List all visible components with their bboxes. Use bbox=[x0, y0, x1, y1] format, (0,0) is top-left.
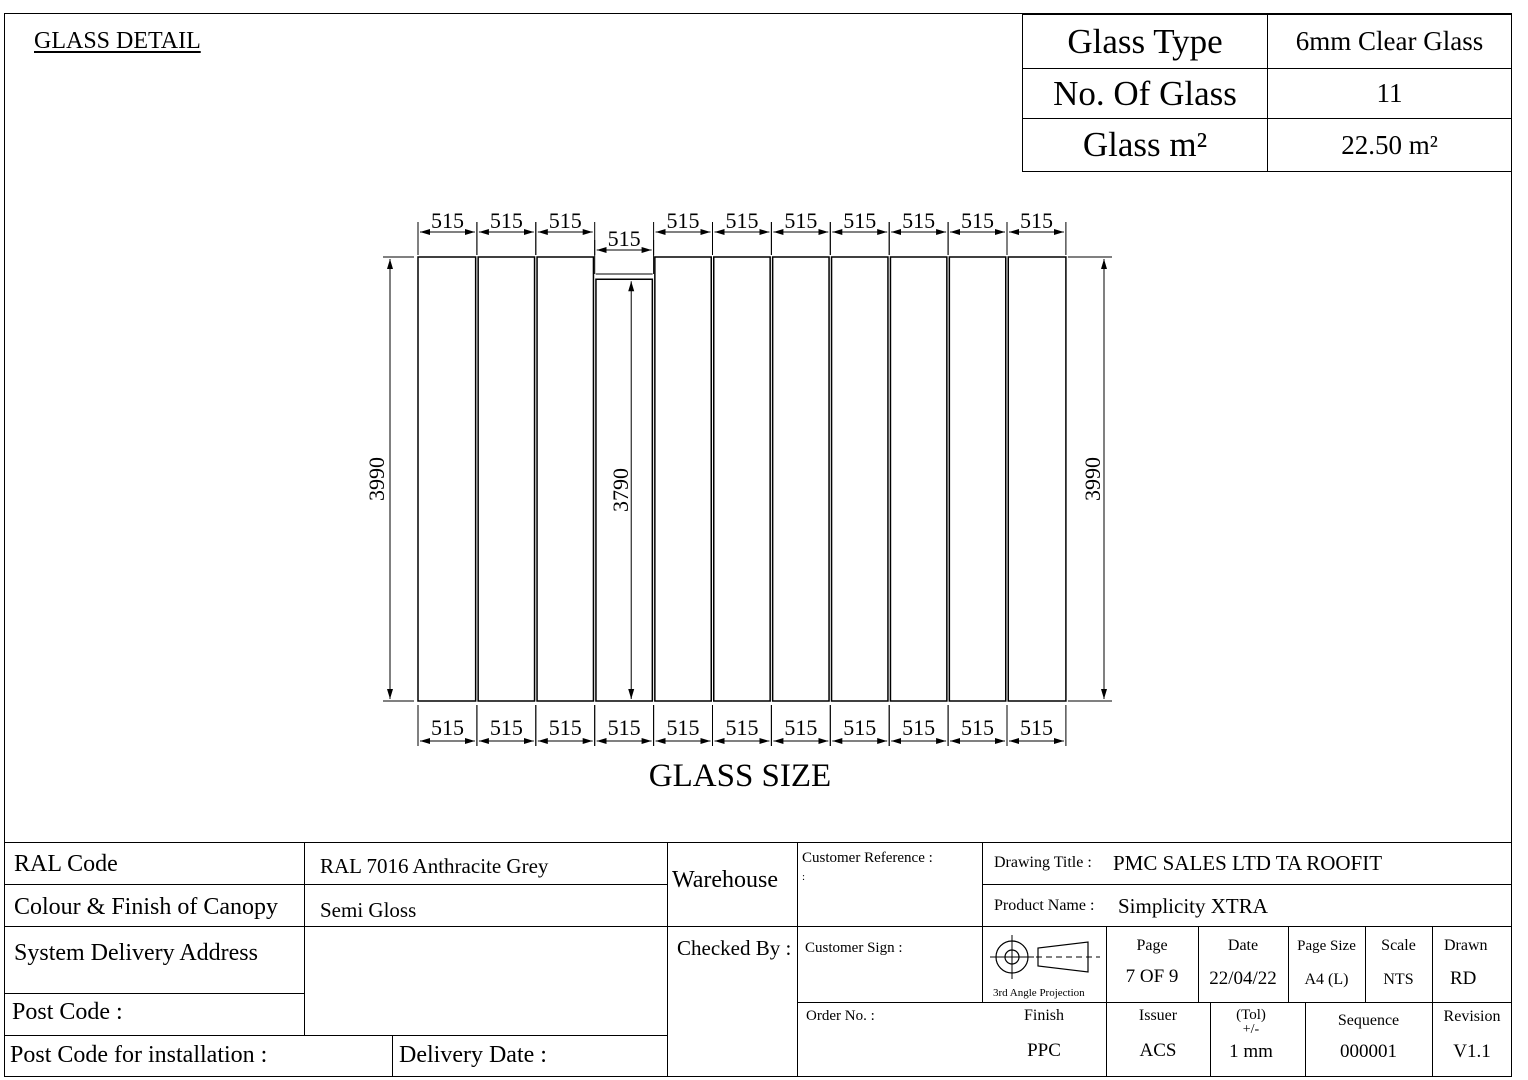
delivery-date-label: Delivery Date : bbox=[399, 1042, 547, 1068]
ral-code-value: RAL 7016 Anthracite Grey bbox=[320, 854, 549, 878]
date-value: 22/04/22 bbox=[1209, 968, 1277, 989]
glass-panel bbox=[832, 257, 888, 701]
row-divider bbox=[4, 1035, 668, 1036]
width-dimension-label: 515 bbox=[430, 208, 464, 233]
width-dimension-label: 515 bbox=[784, 715, 818, 740]
width-dimension-label: 515 bbox=[843, 715, 877, 740]
drawn-value: RD bbox=[1450, 968, 1477, 989]
row-divider bbox=[4, 884, 668, 885]
glass-panel bbox=[418, 257, 476, 701]
col-divider bbox=[304, 842, 305, 1035]
revision-label: Revision bbox=[1443, 1008, 1501, 1025]
width-dimension-label: 515 bbox=[961, 715, 995, 740]
width-dimension-label: 515 bbox=[725, 208, 759, 233]
post-code-installation-label: Post Code for installation : bbox=[10, 1042, 268, 1068]
right-height-label: 3990 bbox=[1080, 457, 1105, 501]
page-value: 7 OF 9 bbox=[1125, 966, 1179, 987]
glass-size-caption: GLASS SIZE bbox=[648, 758, 832, 794]
col-divider bbox=[667, 842, 668, 1077]
page-label: Page bbox=[1136, 937, 1168, 954]
row-divider bbox=[4, 993, 304, 994]
glass-panel bbox=[714, 257, 770, 701]
glass-detail-heading: GLASS DETAIL bbox=[34, 28, 201, 54]
glass-panel bbox=[773, 257, 829, 701]
width-dimension-label: 515 bbox=[607, 715, 641, 740]
warehouse-label: Warehouse bbox=[672, 867, 779, 893]
projection-label: 3rd Angle Projection bbox=[993, 987, 1085, 999]
drawing-title-value: PMC SALES LTD TA ROOFIT bbox=[1113, 851, 1383, 875]
row-divider bbox=[982, 884, 1512, 885]
drawing-title-label: Drawing Title : bbox=[994, 854, 1092, 871]
revision-value: V1.1 bbox=[1453, 1041, 1491, 1062]
date-label: Date bbox=[1227, 937, 1259, 954]
delivery-address-label: System Delivery Address bbox=[14, 940, 258, 966]
width-dimension-label: 515 bbox=[1019, 715, 1053, 740]
col-divider bbox=[797, 842, 798, 1077]
row-divider bbox=[797, 1002, 1512, 1003]
issuer-value: ACS bbox=[1139, 1040, 1177, 1061]
tolerance-label: (Tol) bbox=[1236, 1007, 1266, 1023]
width-dimension-label: 515 bbox=[430, 715, 464, 740]
width-dimension-label: 515 bbox=[666, 208, 700, 233]
drawn-label: Drawn bbox=[1444, 937, 1488, 954]
width-dimension-label: 515 bbox=[784, 208, 818, 233]
left-height-label: 3990 bbox=[364, 457, 389, 501]
page-size-label: Page Size bbox=[1297, 938, 1356, 954]
col-divider bbox=[982, 842, 983, 1002]
width-dimension-label: 515 bbox=[489, 208, 523, 233]
checked-by-label: Checked By : bbox=[677, 936, 792, 960]
colour-finish-label: Colour & Finish of Canopy bbox=[14, 894, 279, 920]
finish-value: PPC bbox=[1027, 1040, 1061, 1061]
glass-area-label: Glass m² bbox=[1023, 119, 1268, 172]
product-name-label: Product Name : bbox=[994, 897, 1095, 914]
order-no-label: Order No. : bbox=[806, 1008, 875, 1024]
colour-finish-value: Semi Gloss bbox=[320, 898, 417, 922]
glass-type-label: Glass Type bbox=[1023, 15, 1268, 69]
customer-sign-label: Customer Sign : bbox=[805, 940, 903, 956]
glass-panel bbox=[1008, 257, 1066, 701]
product-name-value: Simplicity XTRA bbox=[1118, 894, 1268, 918]
sequence-value: 000001 bbox=[1340, 1041, 1397, 1062]
customer-reference-value: : bbox=[802, 871, 806, 883]
tolerance-value: 1 mm bbox=[1229, 1041, 1273, 1062]
glass-panel bbox=[537, 257, 593, 701]
issuer-label: Issuer bbox=[1138, 1007, 1178, 1024]
width-dimension-label: 515 bbox=[607, 226, 641, 251]
width-dimension-label: 515 bbox=[725, 715, 759, 740]
short-height-label: 3790 bbox=[608, 468, 633, 512]
glass-panel bbox=[655, 257, 711, 701]
width-dimension-label: 515 bbox=[548, 208, 582, 233]
customer-reference-label: Customer Reference : bbox=[802, 850, 933, 866]
row-divider bbox=[4, 926, 1512, 927]
third-angle-projection-icon bbox=[988, 932, 1104, 990]
width-dimension-label: 515 bbox=[902, 715, 936, 740]
glass-type-value: 6mm Clear Glass bbox=[1268, 15, 1512, 69]
scale-label: Scale bbox=[1381, 937, 1416, 954]
title-block-top-border bbox=[4, 842, 1512, 843]
glass-panels bbox=[418, 257, 1066, 701]
width-dimension-label: 515 bbox=[902, 208, 936, 233]
dimension-lines bbox=[383, 222, 1112, 746]
scale-value: NTS bbox=[1383, 971, 1414, 988]
glass-area-value: 22.50 m² bbox=[1268, 119, 1512, 172]
glass-panel bbox=[890, 257, 946, 701]
ral-code-label: RAL Code bbox=[14, 851, 118, 877]
sequence-label: Sequence bbox=[1337, 1012, 1400, 1029]
width-dimension-label: 515 bbox=[961, 208, 995, 233]
width-dimension-label: 515 bbox=[666, 715, 700, 740]
width-dimension-label: 515 bbox=[843, 208, 877, 233]
width-dimension-label: 515 bbox=[548, 715, 582, 740]
post-code-label: Post Code : bbox=[12, 999, 123, 1025]
glass-count-label: No. Of Glass bbox=[1023, 69, 1268, 119]
col-divider bbox=[392, 1035, 393, 1077]
glass-panel bbox=[949, 257, 1005, 701]
tolerance-plus-minus: +/- bbox=[1242, 1022, 1260, 1037]
glass-panel bbox=[478, 257, 534, 701]
width-dimension-label: 515 bbox=[1019, 208, 1053, 233]
width-dimension-label: 515 bbox=[489, 715, 523, 740]
glass-count-value: 11 bbox=[1268, 69, 1512, 119]
finish-label: Finish bbox=[1023, 1007, 1064, 1024]
page-size-value: A4 (L) bbox=[1304, 971, 1349, 988]
